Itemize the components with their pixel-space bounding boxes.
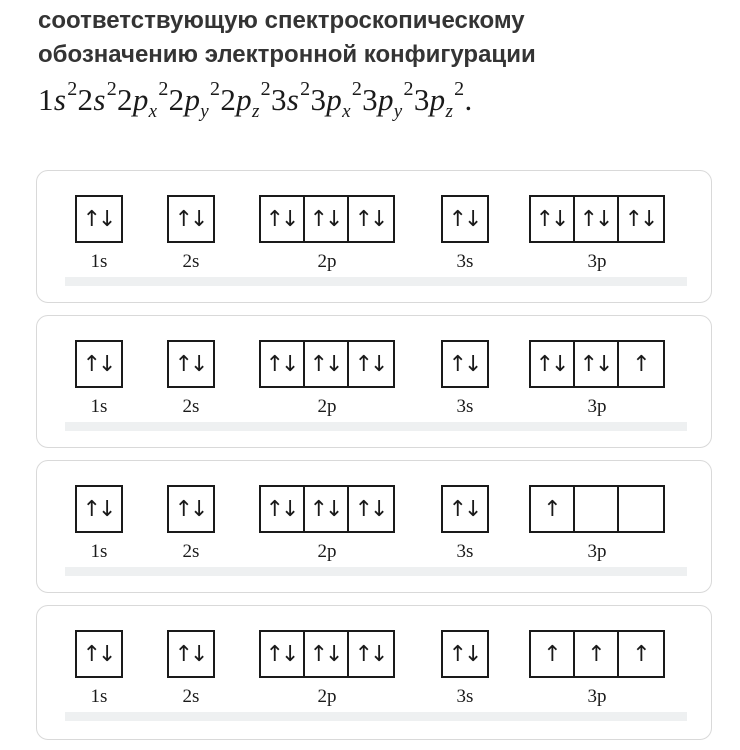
orbital-label-1s: 1s bbox=[90, 251, 108, 272]
answer-option-4[interactable] bbox=[36, 605, 712, 740]
orbital-box-1s bbox=[75, 630, 123, 678]
orbital-cell: ↑ bbox=[632, 351, 648, 377]
orbital-cell: ↑↓ bbox=[575, 197, 619, 241]
orbital-box-3p bbox=[529, 195, 665, 243]
orbital-cell: ↑↓ bbox=[305, 197, 349, 241]
formula-term: $2p_y^2$ bbox=[168, 78, 221, 122]
orbital-label-3s: 3s bbox=[456, 251, 474, 272]
orbital-label-2s: 2s bbox=[182, 541, 200, 562]
orbital-cell bbox=[575, 487, 619, 531]
orbital-cell: ↑ bbox=[575, 632, 619, 676]
orbital-cell: ↑↓ bbox=[531, 197, 575, 241]
orbital-cell: ↑↓ bbox=[448, 496, 480, 522]
question-line-1: соответствующую спектроскопическому bbox=[38, 7, 525, 34]
orbital-cell: ↑↓ bbox=[575, 342, 619, 386]
orbital-box-1s bbox=[75, 340, 123, 388]
diagram-shelf bbox=[65, 712, 687, 721]
orbital-cell: ↑↓ bbox=[261, 197, 305, 241]
orbital-box-3p bbox=[529, 630, 665, 678]
formula-term: $3p_y^2$ bbox=[362, 78, 414, 122]
orbital-cell: ↑↓ bbox=[82, 206, 114, 232]
orbital-box-2s bbox=[167, 195, 215, 243]
answer-option-1[interactable] bbox=[36, 170, 712, 303]
formula-period: . bbox=[464, 82, 473, 117]
orbital-cell: ↑↓ bbox=[261, 342, 305, 386]
orbital-label-1s: 1s bbox=[90, 541, 108, 562]
formula-term: $1s^2$ bbox=[38, 78, 78, 117]
diagram-shelf bbox=[65, 277, 687, 286]
orbital-box-2p bbox=[259, 340, 395, 388]
orbital-cell: ↑↓ bbox=[448, 351, 480, 377]
diagram-shelf bbox=[65, 422, 687, 431]
orbital-box-1s bbox=[75, 195, 123, 243]
orbital-cell: ↑ bbox=[632, 641, 648, 667]
orbital-cell: ↑↓ bbox=[354, 206, 386, 232]
orbital-label-3p: 3p bbox=[587, 686, 607, 707]
orbital-box-2p bbox=[259, 485, 395, 533]
electron-configuration-formula bbox=[38, 78, 728, 123]
orbital-cell: ↑↓ bbox=[261, 632, 305, 676]
orbital-cell: ↑↓ bbox=[624, 206, 656, 232]
orbital-label-2s: 2s bbox=[182, 396, 200, 417]
orbital-label-2s: 2s bbox=[182, 251, 200, 272]
orbital-label-2p: 2p bbox=[317, 541, 337, 562]
orbital-box-2p bbox=[259, 630, 395, 678]
orbital-cell: ↑↓ bbox=[174, 206, 206, 232]
formula-term: $3p_z^2$ bbox=[413, 78, 465, 122]
orbital-box-2s bbox=[167, 340, 215, 388]
orbital-box-3s bbox=[441, 195, 489, 243]
orbital-cell: ↑↓ bbox=[354, 641, 386, 667]
orbital-cell bbox=[619, 487, 663, 531]
answer-option-2[interactable] bbox=[36, 315, 712, 448]
answer-option-3[interactable] bbox=[36, 460, 712, 593]
orbital-cell: ↑↓ bbox=[82, 641, 114, 667]
orbital-cell: ↑↓ bbox=[174, 351, 206, 377]
orbital-label-3p: 3p bbox=[587, 251, 607, 272]
orbital-label-3s: 3s bbox=[456, 686, 474, 707]
orbital-cell: ↑↓ bbox=[448, 206, 480, 232]
orbital-cell: ↑↓ bbox=[354, 351, 386, 377]
orbital-cell: ↑↓ bbox=[82, 496, 114, 522]
orbital-cell: ↑ bbox=[531, 632, 575, 676]
orbital-cell: ↑↓ bbox=[174, 641, 206, 667]
orbital-box-3s bbox=[441, 630, 489, 678]
orbital-label-3p: 3p bbox=[587, 396, 607, 417]
formula-term: $2p_x^2$ bbox=[117, 78, 169, 122]
orbital-label-2p: 2p bbox=[317, 251, 337, 272]
question-line-2: обозначению электронной конфигурации bbox=[38, 41, 536, 68]
orbital-box-2s bbox=[167, 630, 215, 678]
orbital-box-2p bbox=[259, 195, 395, 243]
orbital-label-3s: 3s bbox=[456, 541, 474, 562]
orbital-label-3p: 3p bbox=[587, 541, 607, 562]
orbital-cell: ↑↓ bbox=[261, 487, 305, 531]
orbital-box-2s bbox=[167, 485, 215, 533]
formula-term: $3s^2$ bbox=[270, 78, 311, 117]
orbital-label-2p: 2p bbox=[317, 686, 337, 707]
orbital-box-3p bbox=[529, 485, 665, 533]
orbital-box-3s bbox=[441, 485, 489, 533]
orbital-cell: ↑↓ bbox=[354, 496, 386, 522]
formula-term: $2p_z^2$ bbox=[220, 78, 271, 122]
orbital-label-1s: 1s bbox=[90, 396, 108, 417]
orbital-cell: ↑↓ bbox=[174, 496, 206, 522]
orbital-cell: ↑↓ bbox=[448, 641, 480, 667]
orbital-cell: ↑ bbox=[531, 487, 575, 531]
orbital-cell: ↑↓ bbox=[305, 632, 349, 676]
formula-term: $3p_x^2$ bbox=[310, 78, 363, 122]
orbital-cell: ↑↓ bbox=[305, 342, 349, 386]
orbital-label-2s: 2s bbox=[182, 686, 200, 707]
orbital-label-3s: 3s bbox=[456, 396, 474, 417]
question-text bbox=[38, 4, 728, 123]
orbital-box-3p bbox=[529, 340, 665, 388]
orbital-box-3s bbox=[441, 340, 489, 388]
orbital-label-2p: 2p bbox=[317, 396, 337, 417]
formula-term: $2s^2$ bbox=[77, 78, 117, 117]
orbital-cell: ↑↓ bbox=[531, 342, 575, 386]
orbital-cell: ↑↓ bbox=[82, 351, 114, 377]
orbital-box-1s bbox=[75, 485, 123, 533]
orbital-cell: ↑↓ bbox=[305, 487, 349, 531]
diagram-shelf bbox=[65, 567, 687, 576]
orbital-label-1s: 1s bbox=[90, 686, 108, 707]
